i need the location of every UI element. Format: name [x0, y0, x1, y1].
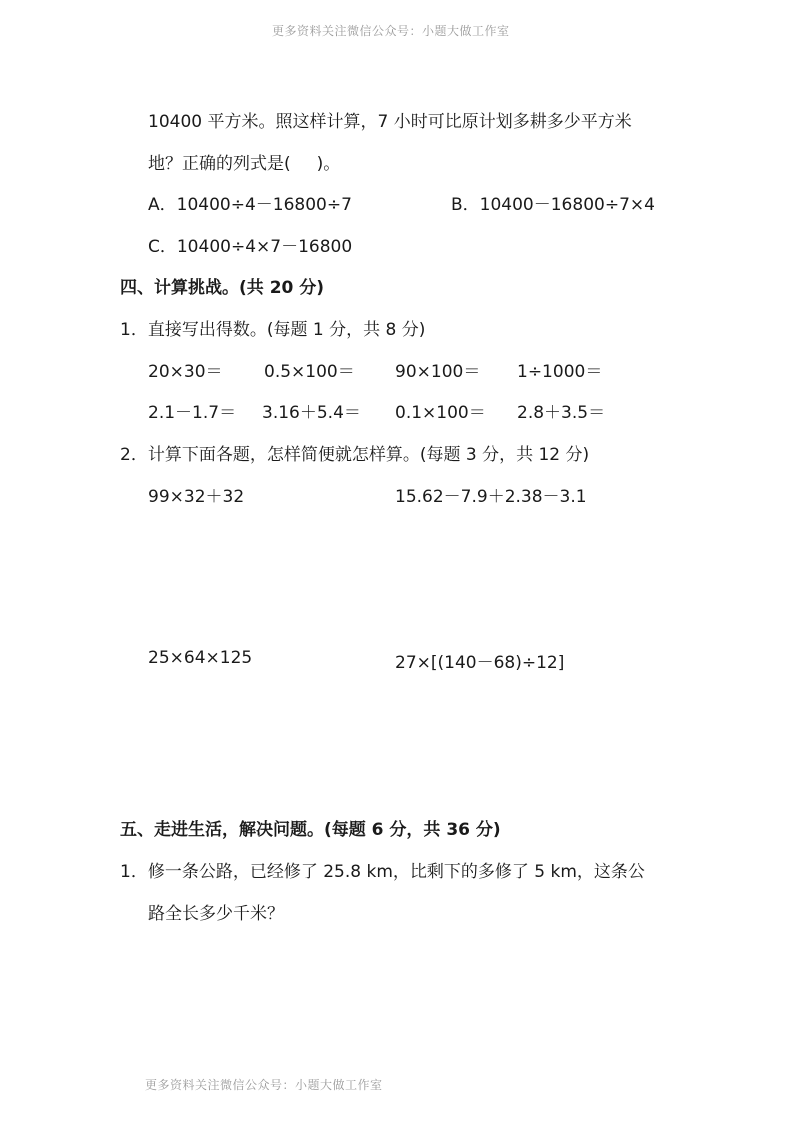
section4-q1-title: 1．直接写出得数。(每题 1 分，共 8 分): [120, 320, 426, 340]
section4-q2-title: 2．计算下面各题，怎样简便就怎样算。(每题 3 分，共 12 分): [120, 445, 590, 465]
calc-item: 27×[(140－68)÷12]: [395, 653, 565, 673]
section5-q1-line2: 路全长多少千米？: [148, 904, 284, 924]
option-c: C．10400÷4×7－16800: [148, 237, 353, 257]
option-a: A．10400÷4－16800÷7: [148, 195, 352, 215]
question-text-after-blank: )。: [316, 154, 341, 174]
oral-calc-item: 2.1－1.7＝: [148, 403, 237, 423]
option-b: B．10400－16800÷7×4: [451, 195, 655, 215]
header-watermark: 更多资料关注微信公众号：小题大做工作室: [272, 24, 510, 38]
oral-calc-item: 1÷1000＝: [517, 362, 603, 382]
oral-calc-item: 3.16＋5.4＝: [262, 403, 361, 423]
oral-calc-item: 90×100＝: [395, 362, 481, 382]
calc-item: 15.62－7.9＋2.38－3.1: [395, 487, 587, 507]
section5-title: 五、走进生活，解决问题。(每题 6 分，共 36 分): [120, 820, 501, 840]
question-text-before-blank: 地？正确的列式是(: [148, 154, 291, 174]
oral-calc-item: 0.5×100＝: [264, 362, 355, 382]
footer-watermark: 更多资料关注微信公众号：小题大做工作室: [145, 1078, 383, 1092]
oral-calc-item: 0.1×100＝: [395, 403, 486, 423]
section5-q1-line1: 1．修一条公路，已经修了 25.8 km，比剩下的多修了 5 km，这条公: [120, 862, 645, 882]
oral-calc-item: 2.8＋3.5＝: [517, 403, 606, 423]
section4-title: 四、计算挑战。(共 20 分): [120, 278, 325, 298]
calc-item: 99×32＋32: [148, 487, 245, 507]
question-text-line2: [148, 149, 340, 174]
question-text-line1: 10400 平方米。照这样计算，7 小时可比原计划多耕多少平方米: [148, 112, 632, 132]
oral-calc-item: 20×30＝: [148, 362, 223, 382]
calc-item: 25×64×125: [148, 648, 253, 668]
